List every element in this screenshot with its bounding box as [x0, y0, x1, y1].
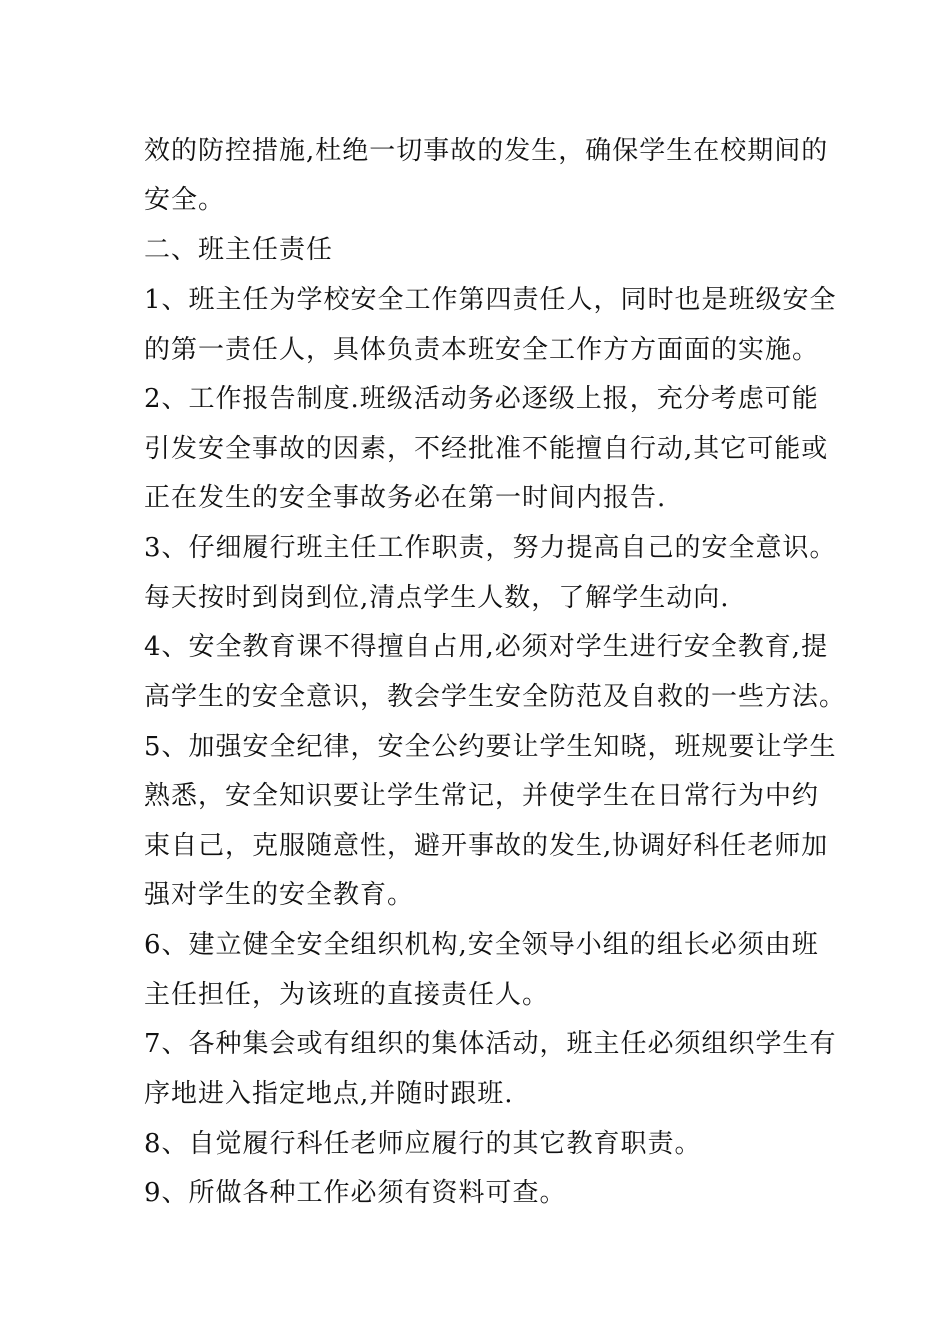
text-line: 9、所做各种工作必须有资料可查。 — [144, 1178, 567, 1208]
text-line: 2、工作报告制度.班级活动务必逐级上报，充分考虑可能 — [144, 384, 819, 414]
text-line: 4、安全教育课不得擅自占用,必须对学生进行安全教育,提 — [144, 632, 829, 662]
text-line: 3、仔细履行班主任工作职责，努力提高自己的安全意识。 — [144, 533, 837, 563]
text-line: 熟悉，安全知识要让学生常记，并使学生在日常行为中约 — [144, 781, 820, 811]
text-line: 5、加强安全纪律，安全公约要让学生知晓，班规要让学生 — [144, 732, 837, 762]
text-line: 正在发生的安全事故务必在第一时间内报告. — [144, 483, 667, 513]
text-line: 7、各种集会或有组织的集体活动，班主任必须组织学生有 — [144, 1029, 837, 1059]
text-line: 束自己，克服随意性，避开事故的发生,协调好科任老师加 — [144, 831, 829, 861]
text-line: 效的防控措施,杜绝一切事故的发生，确保学生在校期间的 — [144, 136, 829, 166]
text-line: 的第一责任人，具体负责本班安全工作方方面面的实施。 — [144, 335, 820, 365]
text-line: 序地进入指定地点,并随时跟班. — [144, 1079, 514, 1109]
text-line: 高学生的安全意识，教会学生安全防范及自救的一些方法。 — [144, 682, 847, 712]
text-line: 安全。 — [144, 185, 226, 215]
text-line: 6、建立健全安全组织机构,安全领导小组的组长必须由班 — [144, 930, 819, 960]
text-line: 引发安全事故的因素，不经批准不能擅自行动,其它可能或 — [144, 434, 829, 464]
text-line: 强对学生的安全教育。 — [144, 880, 415, 910]
section-heading: 二、班主任责任 — [144, 235, 334, 265]
text-line: 1、班主任为学校安全工作第四责任人，同时也是班级安全 — [144, 285, 837, 315]
text-line: 主任担任，为该班的直接责任人。 — [144, 980, 550, 1010]
text-line: 8、自觉履行科任老师应履行的其它教育职责。 — [144, 1129, 702, 1159]
text-line: 每天按时到岗到位,清点学生人数，了解学生动向. — [144, 583, 730, 613]
